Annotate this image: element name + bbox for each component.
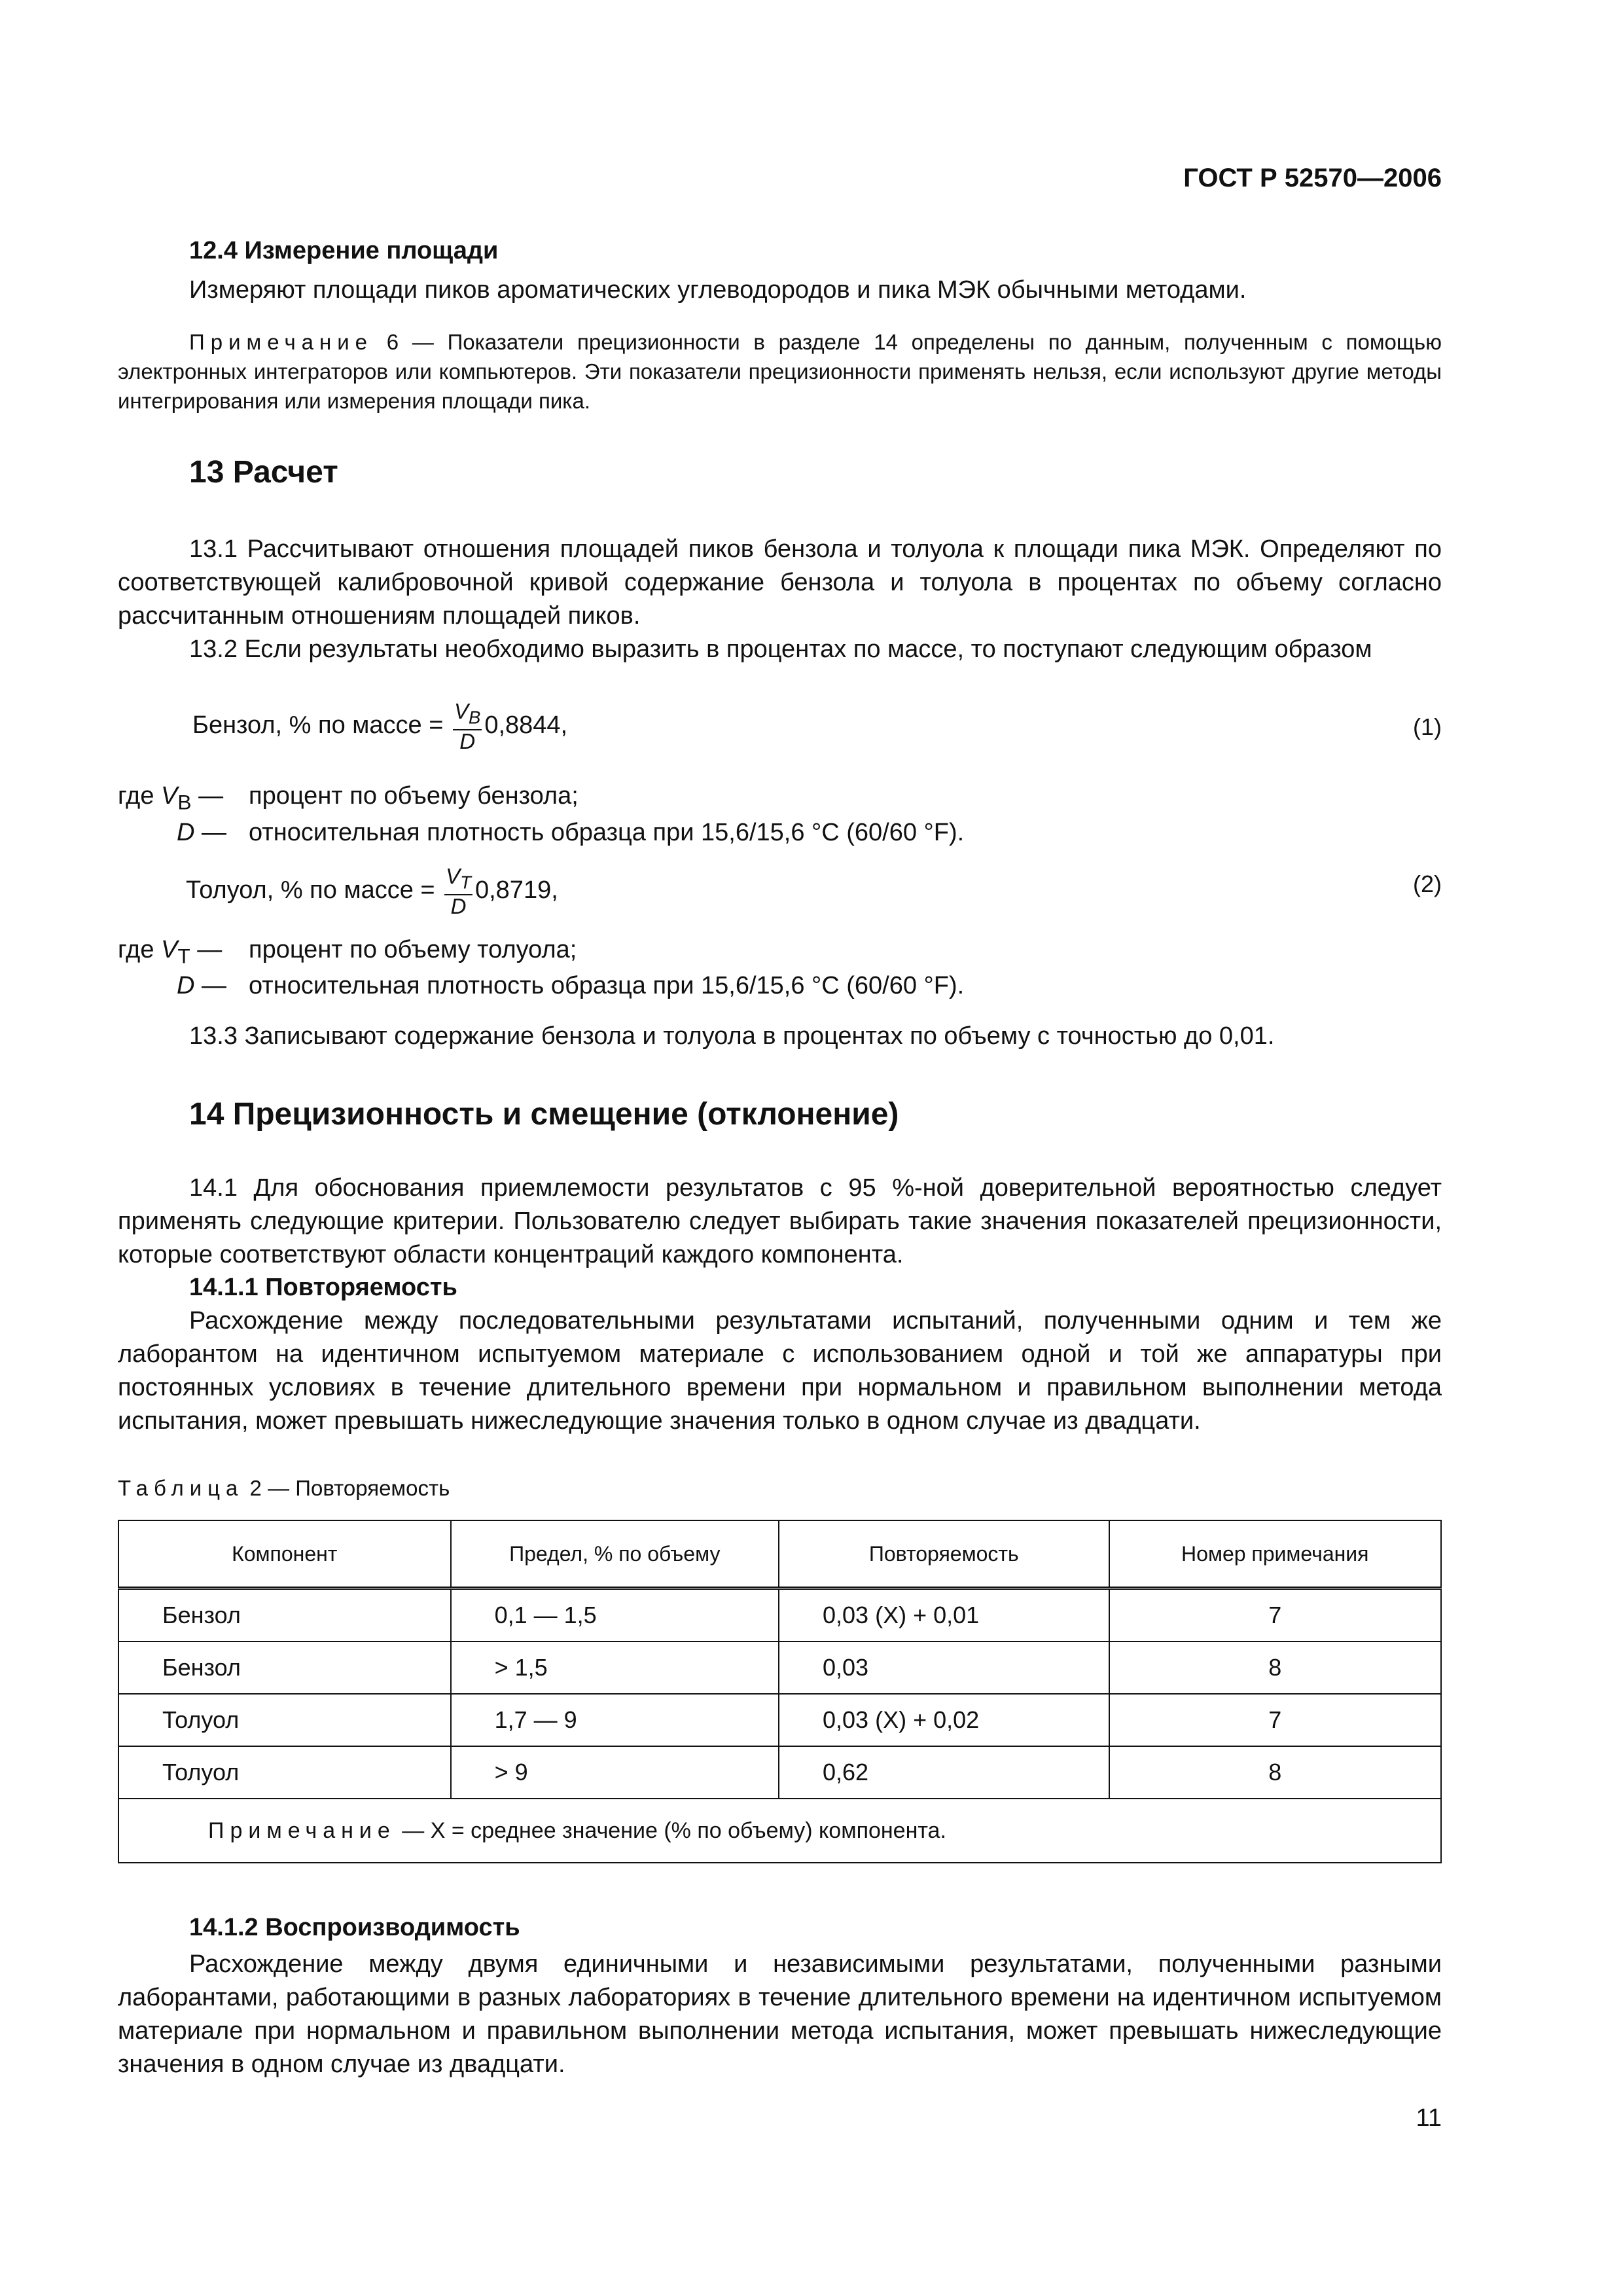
numerator-sub: T <box>460 872 471 893</box>
definition: относительная плотность образца при 15,6/15,6 °С (60/60 °F). <box>249 972 965 999</box>
cell-note-number: 7 <box>1109 1694 1441 1746</box>
cell-limit: 0,1 — 1,5 <box>451 1588 779 1642</box>
where-word: где <box>118 936 154 963</box>
note-text: — X = среднее значение (% по объему) компонента. <box>395 1818 946 1843</box>
formula-factor: 0,8844, <box>484 711 568 739</box>
note-label: Примечание <box>208 1818 396 1843</box>
where-d-2 <box>177 972 965 1000</box>
symbol-sub: T <box>177 944 190 968</box>
where-vb <box>118 782 579 815</box>
fraction <box>453 700 482 753</box>
cell-note-number: 7 <box>1109 1588 1441 1642</box>
note-6 <box>118 327 1442 416</box>
table-row <box>118 1641 1441 1694</box>
paragraph-14-1-1: Расхождение между последовательными результатами испытаний, полученными одним и тем же лаборантом на идентичном испытуемом материале с использованием одной и той же аппаратуры при постоянных условиях в течение длительного времени при нормальном и правильном выполнении метода испытания, может превышать нижеследующие значения только в одном случае из двадцати. <box>118 1307 1442 1435</box>
section-14-heading: 14 Прецизионность и смещение (отклонение) <box>189 1097 899 1132</box>
symbol: D <box>177 819 195 846</box>
formula-lhs: Бензол, % по массе = <box>192 711 444 739</box>
cell-limit: 1,7 — 9 <box>451 1694 779 1746</box>
table-row <box>118 1746 1441 1799</box>
cell-note-number: 8 <box>1109 1641 1441 1694</box>
cell-repeatability: 0,03 (X) + 0,01 <box>779 1588 1109 1642</box>
dash: — <box>202 819 227 846</box>
cell-component: Бензол <box>118 1641 451 1694</box>
denominator: D <box>459 728 476 753</box>
note-label: Примечание <box>189 330 374 354</box>
section-13-heading: 13 Расчет <box>189 455 338 490</box>
cell-limit: > 9 <box>451 1746 779 1799</box>
table-note-row <box>118 1799 1441 1863</box>
cell-component: Толуол <box>118 1694 451 1746</box>
cell-component: Бензол <box>118 1588 451 1642</box>
symbol: V <box>161 782 178 810</box>
where-d-1 <box>177 819 965 847</box>
cell-note-number: 8 <box>1109 1746 1441 1799</box>
column-header: Номер примечания <box>1109 1520 1441 1588</box>
paragraph-14-1-2: Расхождение между двумя единичными и независимыми результатами, полученными разными лаборантами, работающими в разных лабораториях в течение длительного времени на идентичном испытуемом материале при нормальном и правильном выполнении метода испытания, может превышать нижеследующие значения в одном случае из двадцати. <box>118 1950 1442 2078</box>
caption-text: 2 — Повторяемость <box>243 1476 450 1500</box>
table-note <box>118 1799 1441 1863</box>
paragraph-13-1: 13.1 Рассчитывают отношения площадей пиков бензола и толуола к площади пика МЭК. Определяют по соответствующей калибровочной кривой содержание бензола и толуола в процентах по объему согласно рассчитанным отношениям площадей пиков. <box>118 535 1442 630</box>
cell-component: Толуол <box>118 1746 451 1799</box>
dash: — <box>202 972 227 999</box>
table-caption <box>118 1476 450 1501</box>
fraction <box>444 865 473 918</box>
cell-limit: > 1,5 <box>451 1641 779 1694</box>
formula-2 <box>186 865 558 918</box>
paragraph-14-1: 14.1 Для обоснования приемлемости результатов с 95 %-ной доверительной вероятностью следует применять следующие критерии. Пользователю следует выбирать такие значения показателей прецизионности, которые соответствуют области концентраций каждого компонента. <box>118 1174 1442 1268</box>
symbol: D <box>177 972 195 999</box>
denominator: D <box>450 893 467 918</box>
symbol: V <box>161 936 178 963</box>
definition: относительная плотность образца при 15,6/15,6 °С (60/60 °F). <box>249 819 965 846</box>
paragraph-13-3: 13.3 Записывают содержание бензола и толуола в процентах по объему с точностью до 0,01. <box>189 1022 1275 1050</box>
column-header: Повторяемость <box>779 1520 1109 1588</box>
numerator: V <box>454 699 469 723</box>
cell-repeatability: 0,03 (X) + 0,02 <box>779 1694 1109 1746</box>
definition: процент по объему бензола; <box>249 782 579 810</box>
table-row <box>118 1694 1441 1746</box>
repeatability-table <box>118 1520 1442 1863</box>
dash: — <box>198 782 224 810</box>
column-header: Предел, % по объему <box>451 1520 779 1588</box>
section-12-4-text: Измеряют площади пиков ароматических углеводородов и пика МЭК обычными методами. <box>189 276 1247 304</box>
formula-1-number: (1) <box>1413 713 1442 740</box>
formula-factor: 0,8719, <box>474 876 558 904</box>
page-number: 11 <box>1416 2104 1442 2132</box>
cell-repeatability: 0,62 <box>779 1746 1109 1799</box>
formula-1 <box>192 700 567 753</box>
numerator-sub: B <box>468 707 481 728</box>
subsection-14-1-2-heading: 14.1.2 Воспроизводимость <box>189 1914 520 1941</box>
formula-2-number: (2) <box>1413 870 1442 897</box>
symbol-sub: B <box>177 790 192 814</box>
column-header: Компонент <box>118 1520 451 1588</box>
formula-lhs: Толуол, % по массе = <box>186 876 435 904</box>
note-text: 6 — Показатели прецизионности в разделе 14 определены по данным, полученным с помощью электронных интеграторов или компьютеров. Эти показатели прецизионности применять нельзя, если используют другие методы интегрирования или измерения площади пика. <box>118 330 1442 413</box>
definition: процент по объему толуола; <box>249 936 577 963</box>
dash: — <box>197 936 223 963</box>
paragraph-13-2: 13.2 Если результаты необходимо выразить в процентах по массе, то поступают следующим образом <box>189 636 1372 663</box>
table-row <box>118 1588 1441 1642</box>
subsection-14-1-1-heading: 14.1.1 Повторяемость <box>189 1274 457 1301</box>
cell-repeatability: 0,03 <box>779 1641 1109 1694</box>
section-12-4-heading: 12.4 Измерение площади <box>189 237 499 264</box>
where-vt <box>118 936 577 969</box>
document-id: ГОСТ Р 52570—2006 <box>1183 164 1442 192</box>
caption-label: Таблица <box>118 1476 244 1500</box>
table-header-row <box>118 1520 1441 1588</box>
numerator: V <box>446 864 461 888</box>
where-word: где <box>118 782 154 810</box>
